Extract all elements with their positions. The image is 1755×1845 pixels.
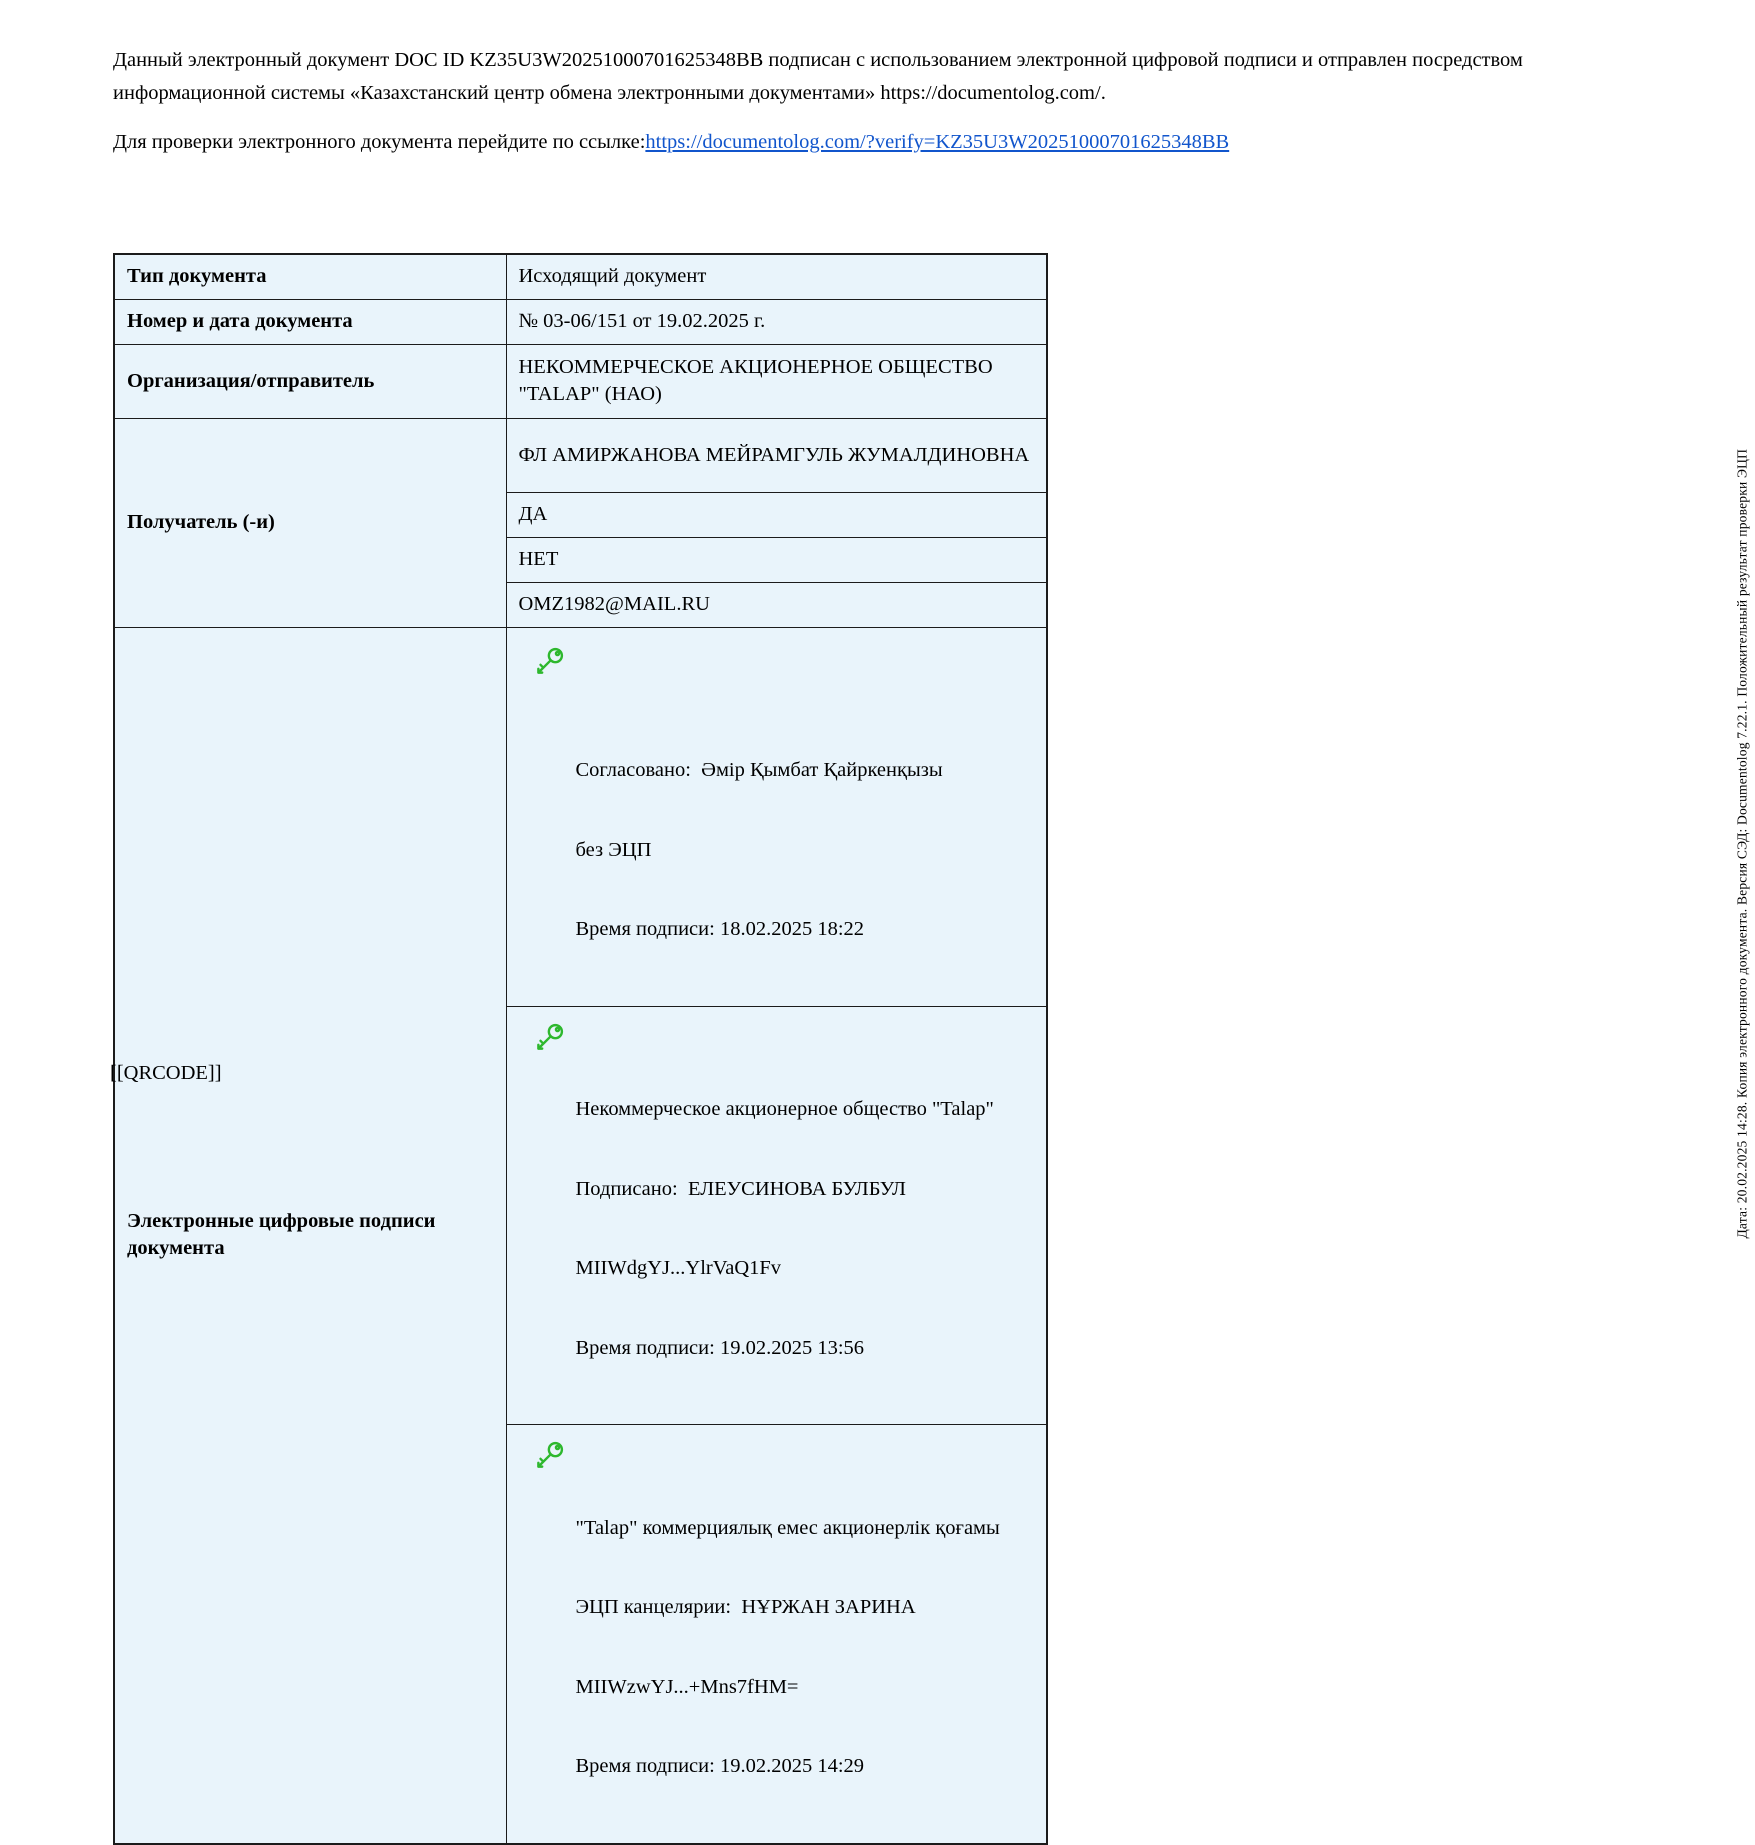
recipient-flag-yes: ДА (506, 492, 1047, 537)
signature-line: Время подписи: 19.02.2025 14:29 (575, 1755, 865, 1777)
signature-entry (506, 1425, 1047, 1844)
signature-line: Подписано: ЕЛЕУСИНОВА БУЛБУЛ (575, 1177, 906, 1200)
table-row (114, 418, 1047, 492)
table-row (114, 627, 1047, 1006)
signature-line: Время подписи: 19.02.2025 13:56 (575, 1336, 865, 1359)
signature-entry (506, 627, 1047, 1006)
signature-line: Некоммерческое акционерное общество "Talap" (575, 1098, 994, 1120)
doc-type-label: Тип документа (114, 254, 506, 299)
doc-number-label: Номер и дата документа (114, 299, 506, 344)
verify-line (113, 126, 1545, 159)
recipient-label: Получатель (-и) (114, 418, 506, 627)
signature-line: MIIWdgYJ...YlrVaQ1Fv (575, 1257, 782, 1279)
recipient-email: OMZ1982@MAIL.RU (506, 582, 1047, 627)
signature-line: ЭЦП канцелярии: НҰРЖАН ЗАРИНА (575, 1596, 916, 1618)
verify-link[interactable]: https://documentolog.com/?verify=KZ35U3W20251000701625348BB (645, 131, 1230, 153)
signature-entry (506, 1006, 1047, 1425)
key-icon (532, 644, 566, 680)
qrcode-placeholder: [[QRCODE]] (110, 1062, 222, 1084)
table-row (114, 299, 1047, 344)
signature-line: MIIWzwYJ...+Mns7fHM= (575, 1675, 799, 1698)
signature-line: Время подписи: 18.02.2025 18:22 (575, 918, 865, 940)
side-verification-note: Дата: 20.02.2025 14:28. Копия электронного документа. Версия СЭД: Documentolog 7.22.1. Положительный результат проверки ЭЦП (1734, 448, 1750, 1239)
doc-number-value: № 03-06/151 от 19.02.2025 г. (506, 299, 1047, 344)
key-icon (532, 1438, 566, 1474)
key-icon (532, 1020, 566, 1056)
intro-paragraph: Данный электронный документ DOC ID KZ35U3W20251000701625348BB подписан с использованием электронной цифровой подписи и отправлен посредством информационной системы «Казахстанский центр обмена электронными документами» https://documentolog.com/. (113, 49, 1523, 104)
signature-line: без ЭЦП (575, 838, 652, 861)
signatures-label: Электронные цифровые подписи документа (114, 627, 506, 1844)
org-sender-value: НЕКОММЕРЧЕСКОЕ АКЦИОНЕРНОЕ ОБЩЕСТВО "TALAP" (НАО) (506, 344, 1047, 418)
document-table (113, 253, 1048, 1845)
recipient-flag-no: НЕТ (506, 537, 1047, 582)
verify-prefix: Для проверки электронного документа перейдите по ссылке: (113, 131, 646, 153)
recipient-name: ФЛ АМИРЖАНОВА МЕЙРАМГУЛЬ ЖУМАЛДИНОВНА (506, 418, 1047, 492)
table-row (114, 344, 1047, 418)
signature-line: Согласовано: Әмір Қымбат Қайркенқызы (575, 759, 943, 781)
org-sender-label: Организация/отправитель (114, 344, 506, 418)
doc-type-value: Исходящий документ (506, 254, 1047, 299)
table-row (114, 254, 1047, 299)
signature-line: "Talap" коммерциялық емес акционерлік қоғамы (575, 1516, 1000, 1539)
